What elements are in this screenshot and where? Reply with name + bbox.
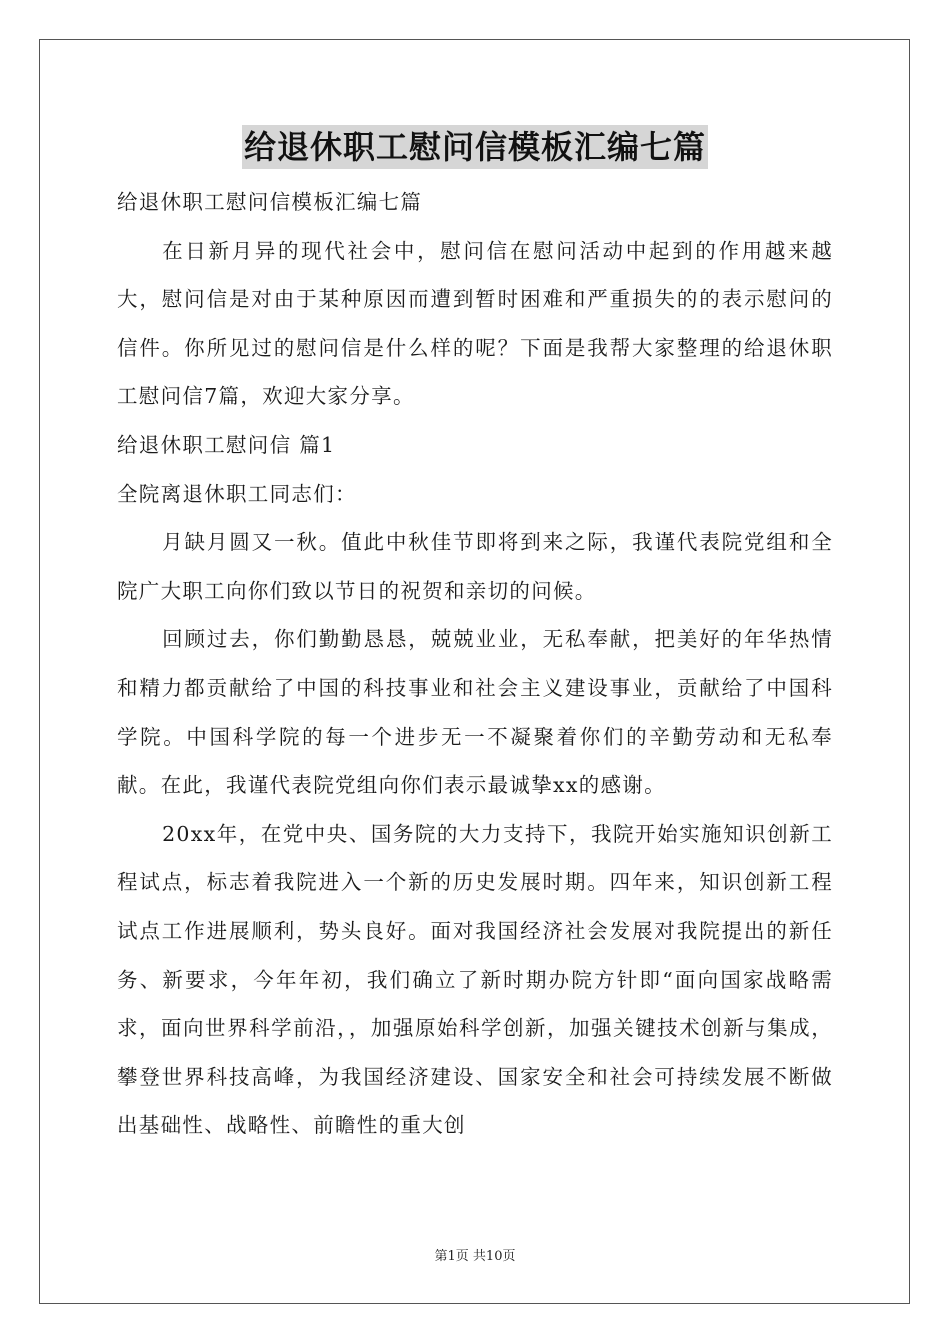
paragraph: 20xx年，在党中央、国务院的大力支持下，我院开始实施知识创新工程试点，标志着我院进入一个新的历史发展时期。四年来，知识创新工程试点工作进展顺利，势头良好。面对我国经济社会发展对我院提出的新任务、新要求，今年年初，我们确立了新时期办院方针即“面向国家战略需求，面向世界科学前沿，，加强原始科学创新，加强关键技术创新与集成，攀登世界科技高峰，为我国经济建设、国家安全和社会可持续发展不断做出基础性、战略性、前瞻性的重大创 xyxy=(117,821,833,1138)
title-container xyxy=(0,125,950,169)
paragraph: 给退休职工慰问信模板汇编七篇 xyxy=(117,190,423,214)
salutation: 全院离退休职工同志们： xyxy=(117,481,357,506)
document-body xyxy=(117,178,833,1150)
paragraph: 月缺月圆又一秋。值此中秋佳节即将到来之际，我谨代表院党组和全院广大职工向你们致以节日的祝贺和亲切的问候。 xyxy=(117,530,833,603)
paragraph: 回顾过去，你们勤勤恳恳，兢兢业业，无私奉献，把美好的年华热情和精力都贡献给了中国的科技事业和社会主义建设事业，贡献给了中国科学院。中国科学院的每一个进步无一不凝聚着你们的辛勤劳动和无私奉献。在此，我谨代表院党组向你们表示最诚挚xx的感谢。 xyxy=(117,627,833,798)
section-heading: 给退休职工慰问信 篇1 xyxy=(117,432,336,457)
page-footer: 第1页 共10页 xyxy=(434,1249,516,1264)
document-title: 给退休职工慰问信模板汇编七篇 xyxy=(242,125,708,169)
paragraph: 在日新月异的现代社会中，慰问信在慰问活动中起到的作用越来越大，慰问信是对由于某种原因而遭到暂时困难和严重损失的的表示慰问的信件。你所见过的慰问信是什么样的呢？下面是我帮大家整理的给退休职工慰问信7篇，欢迎大家分享。 xyxy=(117,238,833,409)
